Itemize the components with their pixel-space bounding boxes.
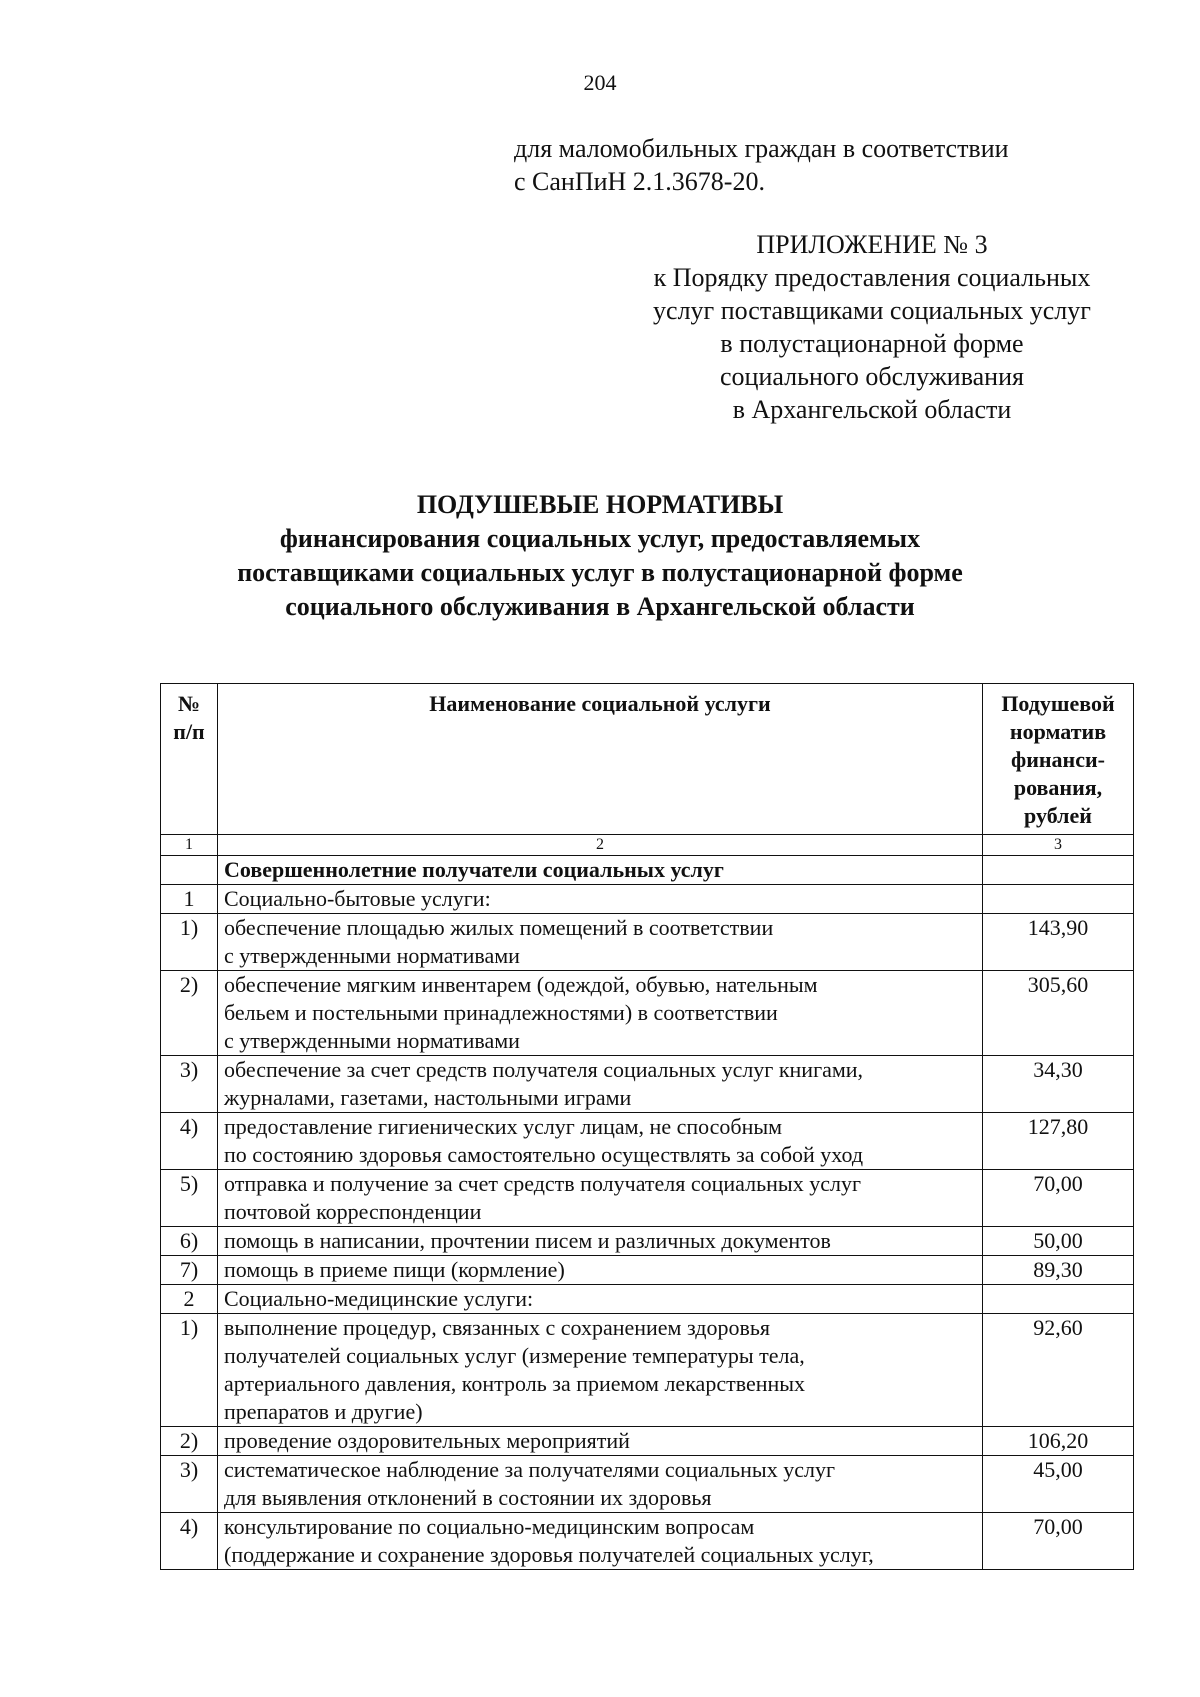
table-cell-value: 45,00: [983, 1456, 1134, 1513]
table-row: [161, 1256, 1134, 1285]
table-cell-name: [218, 1314, 983, 1427]
table-cell-name: [218, 1256, 983, 1285]
header-name: Наименование социальной услуги: [218, 684, 983, 835]
table-cell-name: [218, 1056, 983, 1113]
table-row: [161, 1314, 1134, 1427]
table-row: [161, 1227, 1134, 1256]
header-value-line: Подушевой: [1001, 691, 1115, 716]
appendix-line: услуг поставщиками социальных услуг: [653, 296, 1091, 325]
column-index: 2: [218, 835, 983, 856]
table-cell-value: 34,30: [983, 1056, 1134, 1113]
table-cell-num: 7): [161, 1256, 218, 1285]
table-cell-num: [161, 856, 218, 885]
service-line: получателей социальных услуг (измерение температуры тела,: [224, 1343, 805, 1368]
header-num: [161, 684, 218, 835]
title-line: поставщиками социальных услуг в полустационарной форме: [237, 558, 963, 587]
table-row: [161, 1285, 1134, 1314]
service-line: Социально-медицинские услуги:: [224, 1286, 534, 1311]
page-number: 204: [583, 70, 617, 95]
table-cell-name: [218, 1456, 983, 1513]
table-cell-name: [218, 1285, 983, 1314]
service-line: помощь в приеме пищи (кормление): [224, 1257, 565, 1282]
header-value-line: норматив: [1009, 719, 1107, 744]
table-cell-value: [983, 1285, 1134, 1314]
table-cell-value: 305,60: [983, 971, 1134, 1056]
table-row: [161, 1456, 1134, 1513]
service-line: отправка и получение за счет средств получателя социальных услуг: [224, 1171, 861, 1196]
table-cell-name: [218, 1513, 983, 1570]
appendix-line: к Порядку предоставления социальных: [653, 263, 1091, 292]
column-index-row: [161, 835, 1134, 856]
table-header-row: [161, 684, 1134, 835]
service-line: по состоянию здоровья самостоятельно осуществлять за собой уход: [224, 1142, 864, 1167]
title-line: социального обслуживания в Архангельской области: [285, 592, 915, 621]
appendix-line: в Архангельской области: [732, 395, 1012, 424]
column-index: 3: [983, 835, 1134, 856]
service-line: журналами, газетами, настольными играми: [224, 1085, 632, 1110]
table-cell-name: [218, 1227, 983, 1256]
table-cell-num: 1): [161, 914, 218, 971]
appendix-number: ПРИЛОЖЕНИЕ № 3: [756, 230, 988, 259]
table-cell-value: [983, 856, 1134, 885]
table-row: [161, 1113, 1134, 1170]
table-cell-name: [218, 1427, 983, 1456]
header-value-line: рования,: [1013, 775, 1103, 800]
service-line: Социально-бытовые услуги:: [224, 886, 491, 911]
table-cell-num: 2): [161, 971, 218, 1056]
continuation-line: для маломобильных граждан в соответствии: [514, 134, 1009, 163]
table-cell-value: 70,00: [983, 1170, 1134, 1227]
table-cell-value: 89,30: [983, 1256, 1134, 1285]
table-cell-num: 6): [161, 1227, 218, 1256]
service-line: обеспечение площадью жилых помещений в соответствии: [224, 915, 774, 940]
table-cell-value: 127,80: [983, 1113, 1134, 1170]
section-row: [161, 856, 1134, 885]
appendix-line: в полустационарной форме: [720, 329, 1024, 358]
service-line: артериального давления, контроль за приемом лекарственных: [224, 1371, 806, 1396]
service-line: консультирование по социально-медицинским вопросам: [224, 1514, 755, 1539]
title-line: финансирования социальных услуг, предоставляемых: [279, 524, 921, 553]
service-line: помощь в написании, прочтении писем и различных документов: [224, 1228, 831, 1253]
table-cell-value: 50,00: [983, 1227, 1134, 1256]
table-row: [161, 914, 1134, 971]
service-line: выполнение процедур, связанных с сохранением здоровья: [224, 1315, 771, 1340]
table-row: [161, 1427, 1134, 1456]
table-cell-num: 3): [161, 1056, 218, 1113]
table-cell-name: [218, 971, 983, 1056]
header-num-line: п/п: [173, 719, 205, 744]
service-line: проведение оздоровительных мероприятий: [224, 1428, 630, 1453]
table-cell-value: 106,20: [983, 1427, 1134, 1456]
service-line: бельем и постельными принадлежностями) в соответствии: [224, 1000, 778, 1025]
table-cell-num: 2): [161, 1427, 218, 1456]
table-cell-value: [983, 885, 1134, 914]
service-line: с утвержденными нормативами: [224, 943, 520, 968]
service-line: (поддержание и сохранение здоровья получателей социальных услуг,: [224, 1542, 874, 1567]
table-row: [161, 971, 1134, 1056]
service-line: предоставление гигиенических услуг лицам, не способным: [224, 1114, 783, 1139]
appendix-line: социального обслуживания: [720, 362, 1024, 391]
table-cell-num: 5): [161, 1170, 218, 1227]
table-cell-num: 4): [161, 1113, 218, 1170]
header-value-line: финанси-: [1010, 747, 1105, 772]
service-line: почтовой корреспонденции: [224, 1199, 482, 1224]
document-title: [0, 488, 1200, 624]
table-cell-value: 143,90: [983, 914, 1134, 971]
table-cell-value: 70,00: [983, 1513, 1134, 1570]
header-num-line: №: [177, 691, 201, 716]
service-line: обеспечение за счет средств получателя социальных услуг книгами,: [224, 1057, 864, 1082]
table-cell-num: 4): [161, 1513, 218, 1570]
table-cell-name: [218, 1113, 983, 1170]
table-cell-num: 1: [161, 885, 218, 914]
appendix-heading: [610, 228, 1134, 426]
table-row: [161, 1513, 1134, 1570]
table-cell-name: [218, 885, 983, 914]
table-cell-name: [218, 914, 983, 971]
header-value-line: рублей: [1024, 803, 1092, 828]
norms-table: [160, 683, 1134, 1570]
table-row: [161, 885, 1134, 914]
table-row: [161, 1170, 1134, 1227]
table-row: [161, 1056, 1134, 1113]
table-cell-value: 92,60: [983, 1314, 1134, 1427]
continuation-line: с СанПиН 2.1.3678-20.: [514, 167, 765, 196]
service-line: с утвержденными нормативами: [224, 1028, 520, 1053]
table-cell-num: 3): [161, 1456, 218, 1513]
table-cell-num: 2: [161, 1285, 218, 1314]
table-cell-num: 1): [161, 1314, 218, 1427]
continuation-text: [514, 132, 1009, 198]
service-line: систематическое наблюдение за получателями социальных услуг: [224, 1457, 835, 1482]
title-main: ПОДУШЕВЫЕ НОРМАТИВЫ: [416, 490, 784, 519]
header-value: [983, 684, 1134, 835]
section-title: Совершеннолетние получатели социальных услуг: [218, 856, 983, 885]
table-cell-name: [218, 1170, 983, 1227]
service-line: обеспечение мягким инвентарем (одеждой, обувью, нательным: [224, 972, 818, 997]
service-line: для выявления отклонений в состоянии их здоровья: [224, 1485, 712, 1510]
service-line: препаратов и другие): [224, 1399, 423, 1424]
column-index: 1: [161, 835, 218, 856]
